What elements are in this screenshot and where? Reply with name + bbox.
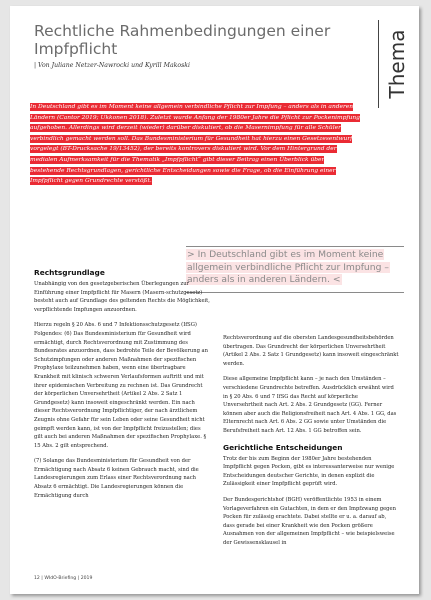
paragraph: Rechtsverordnung auf die obersten Landesgesundheitsbehörden übertragen. Das Grundrecht der körperlichen Unversehrtheit (Artikel 2 Abs. 2 Satz 1 Grundgesetz) kann insoweit eingeschränkt werden. (223, 335, 399, 367)
pull-quote-text: > In Deutschland gibt es im Moment keine allgemein verbindliche Pflicht zur Impfung – anders als in anderen Ländern. < (187, 249, 389, 285)
section-divider (378, 20, 379, 108)
left-column (34, 268, 210, 507)
section-heading: Gerichtliche Entscheidungen (223, 442, 343, 452)
paragraph: Hierzu regeln § 20 Abs. 6 und 7 Infektionsschutzgesetz (IfSG) Folgendes: (6) Das Bundesministerium für Gesundheit wird ermächtigt, durch Rechtsverordnung mit Zustimmung des Bundesrates anzuordnen, dass bedrohte Teile der Bevölkerung an Schutzimpfungen oder anderen Maßnahmen der spezifischen Prophylaxe teilzunehmen haben, wenn eine übertragbare Krankheit mit klinisch schweren Verlaufsformen auftritt und mit ihrer epidemischen Verbreitung zu rechnen ist. Das Grundrecht der körperlichen Unversehrtheit (Artikel 2 Abs. 2 Satz 1 Grundgesetz) kann insoweit eingeschränkt werden. Ein nach dieser Rechtsverordnung Impfpflichtiger, der nach ärztlichem Zeugnis ohne Gefahr für sein Leben oder seine Gesundheit nicht geimpft werden kann, ist von der Impfpflicht freizustellen; dies gilt auch bei anderen Maßnahmen der spezifischen Prophylaxe. § 15 Abs. 2 gilt entsprechend. (34, 322, 208, 449)
right-column (223, 334, 399, 554)
article-intro-text: In Deutschland gibt es im Moment keine allgemein verbindliche Pflicht zur Impfung – anders als in anderen Ländern (Cantor 2019; Ukkonen 2018). Zuletzt wurde Anfang der 1980er Jahre die Pflicht zur Pockenimpfung aufgehoben. Allerdings wird derzeit (wieder) darüber diskutiert, ob die Masernimpfung für alle Schüler verbindlich gemacht werden soll. Das Bundesministerium für Gesundheit hat hierzu einen Gesetzesentwurf vorgelegt (BT-Drucksache 19/13452), der bereits kontrovers diskutiert wird. Vor dem Hintergrund der medialen Aufmerksamkeit für die Thematik „Impfpflicht“ gibt dieser Beitrag einen Überblick über bestehende Rechtsgrundlagen, gerichtliche Entscheidungen sowie die Frage, ob die Einführung einer Impfpflicht gegen Grundrechte verstößt. (30, 104, 360, 185)
article-title: Rechtliche Rahmenbedingungen einer Impfpflicht (34, 22, 331, 58)
paragraph: Unabhängig von den gesetzgeberischen Überlegungen zur Einführung einer Impfpflicht für Masern (Masern-schutzgesetz) besteht auch auf Grundlage des geltenden Rechts die Möglichkeit, verpflichtende Impfungen anzuordnen. (34, 281, 210, 313)
article-byline: | Von Juliane Netzer-Nawrocki und Kyrill Makoski (34, 62, 191, 69)
pull-quote (186, 249, 404, 287)
paragraph: Trotz der bis zum Beginn der 1980er Jahre bestehenden Impfpflicht gegen Pocken, gibt es interessanterweise nur wenige Entscheidungen deutscher Gerichte, in denen explizit die Zulässigkeit einer Impfpflicht geprüft wird. (223, 455, 395, 488)
section-label: Thema (385, 29, 409, 99)
page-footer: 12 | WIdO-Briefing | 2019 (34, 576, 93, 581)
article-intro (30, 102, 360, 187)
paragraph: Diese allgemeine Impfpflicht kann – je nach den Umständen – verschiedene Grundrechte betreffen. Ausdrücklich erwähnt wird in § 20 Abs. 6 und 7 IfSG das Recht auf körperliche Unversehrtheit nach Art. 2 Abs. 2 Grundgesetz (GG). Ferner können aber auch die Religionsfreiheit nach Art. 4 Abs. 1 GG, das Elternrecht nach Art. 6 Abs. 2 GG sowie unter Umständen die Berufsfreiheit nach Art. 12 Abs. 1 GG betroffen sein. (223, 376, 397, 434)
paragraph: (7) Solange das Bundesministerium für Gesundheit von der Ermächtigung nach Absatz 6 keinen Gebrauch macht, sind die Landesregierungen zum Erlass einer Rechtsverordnung nach Absatz 6 ermächtigt. Die Landesregierungen können die Ermächtigung durch (34, 458, 199, 499)
pull-quote-bottom-rule (186, 292, 404, 293)
paragraph: Der Bundesgerichtshof (BGH) veröffentlichte 1953 in einem Vorlageverfahren ein Gutachten, in dem er den Impfzwang gegen Pocken für zulässig erachtete. Dabei stellte er u. a. darauf ab, dass gerade bei einer Krankheit wie den Pocken größere Ausnahmen von der allgemeinen Impfpflicht – wie beispielsweise der Gewissensklausel in (223, 496, 396, 546)
pull-quote-top-rule (186, 246, 404, 247)
section-heading: Rechtsgrundlage (34, 268, 105, 277)
magazine-page (10, 6, 419, 594)
